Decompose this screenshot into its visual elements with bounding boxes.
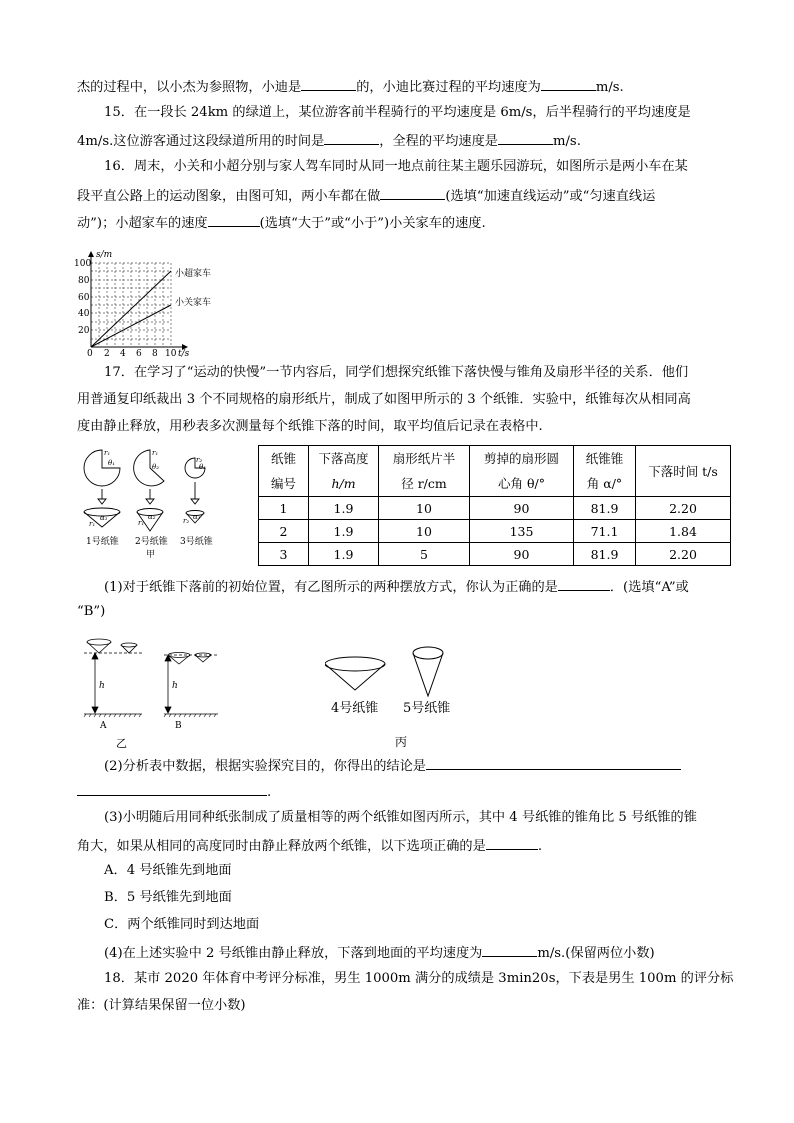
sub3-blank[interactable]	[486, 836, 538, 850]
table-cell: 1.84	[636, 520, 731, 543]
header-cell: 纸锥 编号	[259, 446, 309, 497]
q17-sub4-line	[104, 943, 655, 963]
q16-line-2	[77, 186, 655, 206]
svg-text:40: 40	[78, 309, 90, 319]
sub4-text: m/s.(保留两位小数)	[537, 946, 655, 961]
header-cell: 纸锥锥 角 α/°	[574, 446, 636, 497]
option-c[interactable]: C．两个纸锥同时到达地面	[104, 917, 260, 932]
figure-yi-caption: 乙	[116, 737, 127, 750]
table-cell: 81.9	[574, 543, 636, 566]
sub1-text: ．(选填“A”或	[609, 580, 689, 595]
svg-text:100: 100	[74, 259, 92, 269]
svg-text:r₂: r₂	[196, 456, 203, 464]
svg-text:α₂: α₂	[148, 513, 156, 521]
q17-sub2-line-1	[104, 756, 681, 776]
table-cell: 71.1	[574, 520, 636, 543]
svg-text:r₁: r₁	[152, 449, 159, 457]
svg-text:θ₁: θ₁	[108, 459, 116, 467]
svg-text:θ₁: θ₁	[199, 463, 207, 471]
q17-line-2: 用普通复印纸裁出 3 个不同规格的扇形纸片，制成了如图甲所示的 3 个纸锥．实验中，纸锥每次从相同高	[77, 392, 691, 407]
option-b-label: B	[175, 721, 182, 731]
q15-line-2	[77, 131, 581, 151]
table-header-row	[259, 446, 731, 497]
header-cell: 下落高度 h/m	[309, 446, 379, 497]
sub4-blank[interactable]	[482, 943, 537, 957]
height-label-a: h	[99, 681, 105, 691]
svg-text:r₂: r₂	[183, 517, 190, 525]
svg-text:10: 10	[165, 349, 177, 359]
svg-text:20: 20	[78, 326, 90, 336]
table-cell: 10	[379, 520, 470, 543]
svg-text:60: 60	[78, 293, 90, 303]
svg-text:0: 0	[87, 349, 93, 359]
table-cell: 5	[379, 543, 470, 566]
sub4-text: (4)在上述实验中 2 号纸锥由静止释放，下落到地面的平均速度为	[104, 946, 483, 961]
q18-line-2: 准：(计算结果保留一位小数)	[77, 998, 246, 1013]
q14-blank-1[interactable]	[301, 77, 356, 91]
q16-text: 段平直公路上的运动图象，由图可知，两小车都在做	[77, 189, 381, 204]
experiment-table	[258, 445, 731, 566]
svg-text:4: 4	[120, 349, 126, 359]
sub3-text: 角大，如果从相同的高度同时由静止释放两个纸锥，以下选项正确的是	[77, 839, 486, 854]
q17-sub1-line-1	[104, 577, 689, 597]
cone-1-label: 1号纸锥	[86, 537, 119, 547]
figure-yi	[78, 636, 223, 751]
svg-text:α₁: α₁	[100, 514, 108, 522]
figure-jia	[80, 447, 250, 567]
sub2-blank-1[interactable]	[426, 756, 681, 770]
q15-line-1: 15．在一段长 24km 的绿道上，某位游客前半程骑行的平均速度是 6m/s，后半程骑行的平均速度是	[104, 105, 691, 120]
q15-unit: m/s.	[552, 134, 581, 149]
cone-5-label: 5号纸锥	[403, 701, 451, 716]
table-cell: 2.20	[636, 497, 731, 520]
table-cell: 1.9	[309, 520, 379, 543]
svg-text:r₁: r₁	[138, 519, 145, 527]
header-cell: 扇形纸片半 径 r/cm	[379, 446, 470, 497]
q16-line-1: 16．周末，小关和小超分别与家人驾车同时从同一地点前往某主题乐园游玩，如图所示是两小车在某	[104, 159, 688, 174]
q14-tail-line	[77, 77, 624, 97]
svg-text:α₁: α₁	[193, 513, 201, 521]
legend-xiaochao: 小超家车	[175, 269, 212, 279]
legend-xiaoguan: 小关家车	[175, 298, 212, 308]
sub3-text: .	[537, 839, 543, 854]
table-row	[259, 520, 731, 543]
q17-sub2-line-2	[77, 782, 271, 802]
q14-text: 杰的过程中，以小杰为参照物，小迪是	[77, 80, 302, 95]
q17-sub3-line-2	[77, 836, 542, 856]
table-row	[259, 497, 731, 520]
sub2-text: (2)分析表中数据，根据实验探究目的，你得出的结论是	[104, 759, 426, 774]
svg-text:8: 8	[152, 349, 158, 359]
figure-bing-caption: 丙	[395, 735, 408, 749]
q16-blank-2[interactable]	[208, 213, 260, 227]
sub2-end: .	[267, 785, 272, 800]
x-axis-label: t/s	[178, 349, 190, 359]
svg-text:2: 2	[104, 349, 110, 359]
svg-text:80: 80	[78, 276, 90, 286]
height-label-b: h	[172, 681, 178, 691]
header-cell: 剪掉的扇形圆 心角 θ/°	[470, 446, 574, 497]
table-cell: 1	[259, 497, 309, 520]
header-cell: 下落时间 t/s	[636, 446, 731, 497]
sub1-blank[interactable]	[558, 577, 610, 591]
q15-blank-2[interactable]	[498, 131, 553, 145]
q18-line-1: 18．某市 2020 年体育中考评分标准，男生 1000m 满分的成绩是 3min20s，下表是男生 100m 的评分标	[104, 971, 734, 986]
table-cell: 81.9	[574, 497, 636, 520]
q16-text: (选填“大于”或“小于”)小关家车的速度.	[259, 216, 486, 231]
table-cell: 2	[259, 520, 309, 543]
option-b[interactable]: B．5 号纸锥先到地面	[104, 890, 232, 905]
table-cell: 1.9	[309, 497, 379, 520]
q14-text: 的，小迪比赛过程的平均速度为	[356, 80, 541, 95]
table-cell: 135	[470, 520, 574, 543]
q15-text: 4m/s.这位游客通过这段绿道所用的时间是	[77, 134, 325, 149]
q14-blank-2[interactable]	[541, 77, 596, 91]
q16-line-3	[77, 213, 486, 233]
table-cell: 2.20	[636, 543, 731, 566]
svg-text:r₁: r₁	[104, 449, 111, 457]
q16-text: 动”)；小超家车的速度	[77, 216, 208, 231]
figure-bing	[325, 640, 465, 750]
q14-unit: m/s.	[595, 80, 624, 95]
figure-jia-caption: 甲	[146, 550, 156, 560]
table-cell: 90	[470, 497, 574, 520]
cone-4-label: 4号纸锥	[331, 701, 379, 716]
table-cell: 90	[470, 543, 574, 566]
table-cell: 3	[259, 543, 309, 566]
table-cell: 1.9	[309, 543, 379, 566]
svg-text:θ₂: θ₂	[152, 463, 160, 471]
table-row	[259, 543, 731, 566]
cone-3-label: 3号纸锥	[180, 537, 213, 547]
q17-line-3: 度由静止释放，用秒表多次测量每个纸锥下落的时间，取平均值后记录在表格中.	[77, 419, 543, 434]
s-t-graph	[74, 249, 254, 359]
sub1-text: (1)对于纸锥下落前的初始位置，有乙图所示的两种摆放方式，你认为正确的是	[104, 580, 558, 595]
sub2-blank-2[interactable]	[77, 782, 267, 796]
svg-text:6: 6	[136, 349, 142, 359]
option-a[interactable]: A．4 号纸锥先到地面	[104, 863, 232, 878]
table-cell: 10	[379, 497, 470, 520]
q17-sub1-line-2: “B”)	[77, 604, 106, 619]
q17-line-1: 17．在学习了“运动的快慢”一节内容后，同学们想探究纸锥下落快慢与锥角及扇形半径的关系．他们	[104, 365, 689, 380]
cone-2-label: 2号纸锥	[135, 537, 168, 547]
q16-text: (选填“加速直线运动”或“匀速直线运	[445, 189, 656, 204]
y-axis-label: s/m	[96, 250, 113, 260]
q15-text: ，全程的平均速度是	[379, 134, 498, 149]
option-a-label: A	[100, 721, 107, 731]
q15-blank-1[interactable]	[324, 131, 379, 145]
q17-sub3-line-1: (3)小明随后用同种纸张制成了质量相等的两个纸锥如图丙所示，其中 4 号纸锥的锥角比 5 号纸锥的锥	[104, 810, 697, 825]
svg-text:r₁: r₁	[89, 520, 96, 528]
q16-blank-1[interactable]	[380, 186, 445, 200]
